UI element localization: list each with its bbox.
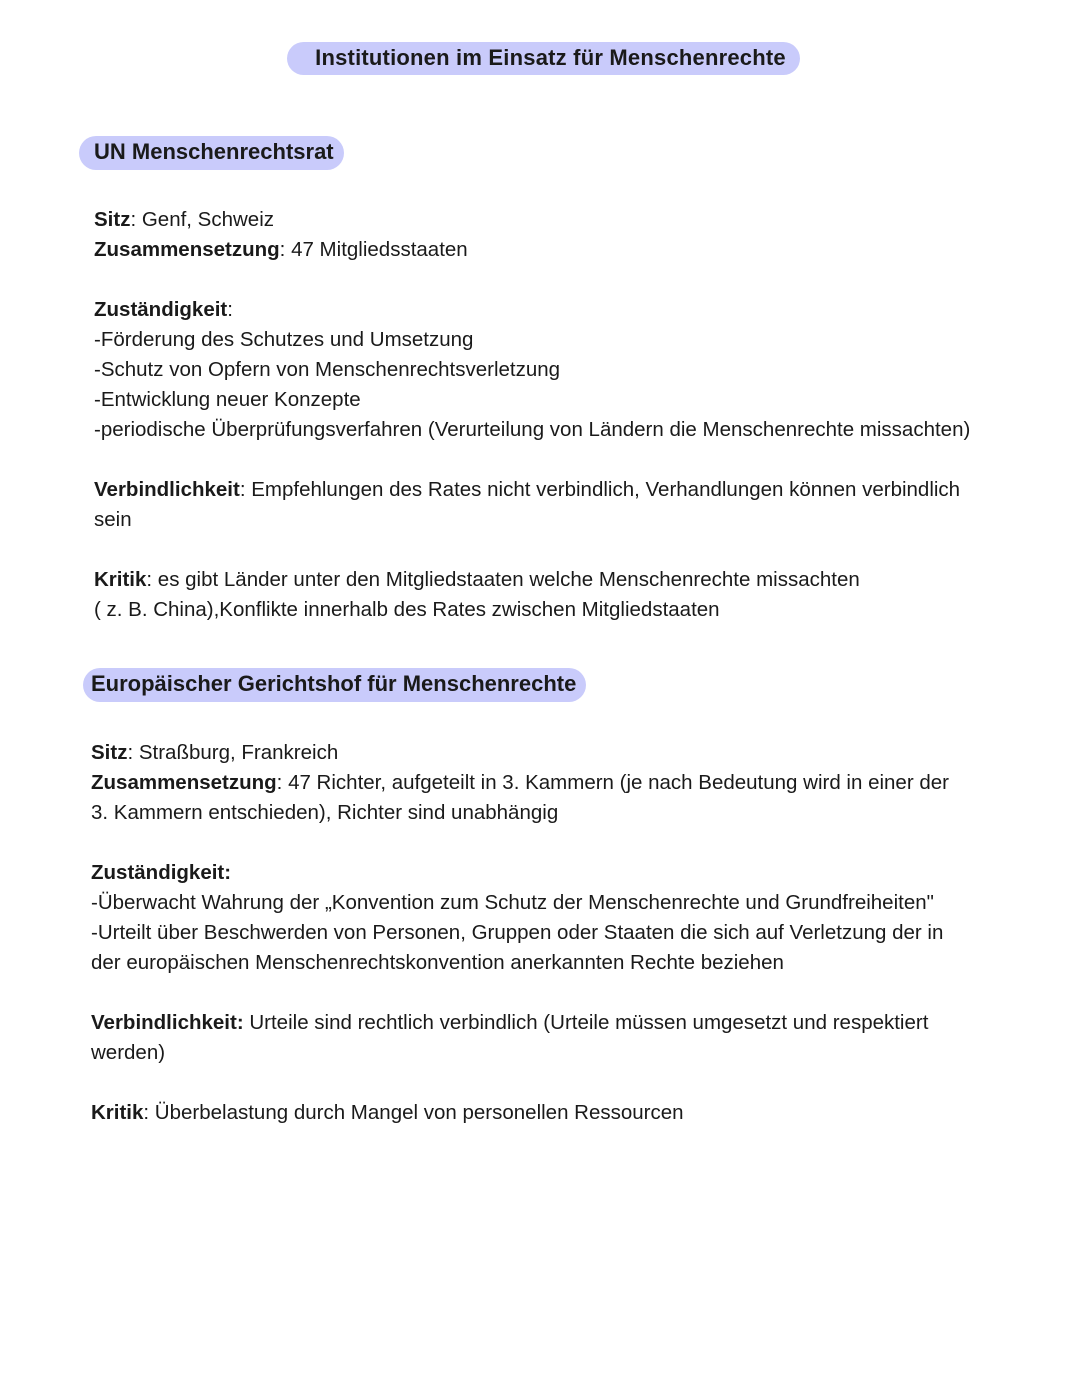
- list-item: -Entwicklung neuer Konzepte: [94, 388, 361, 411]
- sitz-line: [94, 205, 970, 235]
- page-title-wrapper: [0, 42, 1080, 75]
- zustaendigkeit-colon: :: [227, 298, 233, 321]
- verbindlichkeit-label: Verbindlichkeit:: [91, 1011, 244, 1034]
- spacer: [94, 535, 970, 565]
- verbindlichkeit-line: [91, 1008, 949, 1038]
- list-item: der europäischen Menschenrechtskonvention anerkannten Rechte beziehen: [91, 951, 784, 974]
- spacer: [91, 978, 949, 1008]
- spacer: [91, 1068, 949, 1098]
- spacer: [94, 265, 970, 295]
- kritik-value: : Überbelastung durch Mangel von personellen Ressourcen: [143, 1101, 684, 1124]
- verbindlichkeit-continuation: werden): [91, 1041, 166, 1064]
- kritik-continuation: ( z. B. China),Konflikte innerhalb des Rates zwischen Mitgliedstaaten: [94, 598, 720, 621]
- zusammensetzung-continuation: 3. Kammern entschieden), Richter sind unabhängig: [91, 801, 559, 824]
- kritik-label: Kritik: [94, 568, 147, 591]
- verbindlichkeit-value: Urteile sind rechtlich verbindlich (Urteile müssen umgesetzt und respektiert: [243, 1011, 929, 1034]
- sitz-line: [91, 738, 949, 768]
- list-item: -periodische Überprüfungsverfahren (Verurteilung von Ländern die Menschenrechte missachten): [94, 418, 971, 441]
- list-item: -Urteilt über Beschwerden von Personen, Gruppen oder Staaten die sich auf Verletzung der in: [91, 921, 944, 944]
- spacer: [94, 445, 970, 475]
- section-heading-un-menschenrechtsrat: UN Menschenrechtsrat: [79, 136, 344, 170]
- page-title: Institutionen im Einsatz für Menschenrechte: [287, 42, 800, 75]
- zustaendigkeit-line: [94, 295, 970, 325]
- kritik-line: [91, 1098, 949, 1128]
- sitz-value: : Genf, Schweiz: [130, 208, 275, 231]
- section-heading-egmr: Europäischer Gerichtshof für Menschenrechte: [83, 668, 586, 702]
- section-egmr: [91, 738, 949, 1128]
- zusammensetzung-value: : 47 Richter, aufgeteilt in 3. Kammern (je nach Bedeutung wird in einer der: [276, 771, 949, 794]
- kritik-label: Kritik: [91, 1101, 144, 1124]
- zustaendigkeit-line: [91, 858, 949, 888]
- verbindlichkeit-value: : Empfehlungen des Rates nicht verbindlich, Verhandlungen können verbindlich: [239, 478, 961, 501]
- sitz-label: Sitz: [91, 741, 128, 764]
- sitz-value: : Straßburg, Frankreich: [127, 741, 339, 764]
- verbindlichkeit-line: [94, 475, 970, 505]
- section-un-menschenrechtsrat: [94, 205, 970, 625]
- zusammensetzung-line: [94, 235, 970, 265]
- list-item: -Schutz von Opfern von Menschenrechtsverletzung: [94, 358, 561, 381]
- zustaendigkeit-label: Zuständigkeit: [94, 298, 228, 321]
- kritik-value: : es gibt Länder unter den Mitgliedstaaten welche Menschenrechte missachten: [146, 568, 860, 591]
- list-item: -Überwacht Wahrung der „Konvention zum Schutz der Menschenrechte und Grundfreiheiten": [91, 891, 934, 914]
- list-item: -Förderung des Schutzes und Umsetzung: [94, 328, 474, 351]
- spacer: [91, 828, 949, 858]
- zusammensetzung-value: : 47 Mitgliedsstaaten: [279, 238, 468, 261]
- verbindlichkeit-label: Verbindlichkeit: [94, 478, 240, 501]
- zustaendigkeit-label: Zuständigkeit:: [91, 861, 232, 884]
- zusammensetzung-label: Zusammensetzung: [91, 771, 277, 794]
- sitz-label: Sitz: [94, 208, 131, 231]
- zusammensetzung-line: [91, 768, 949, 798]
- verbindlichkeit-continuation: sein: [94, 508, 132, 531]
- zusammensetzung-label: Zusammensetzung: [94, 238, 280, 261]
- kritik-line: [94, 565, 970, 595]
